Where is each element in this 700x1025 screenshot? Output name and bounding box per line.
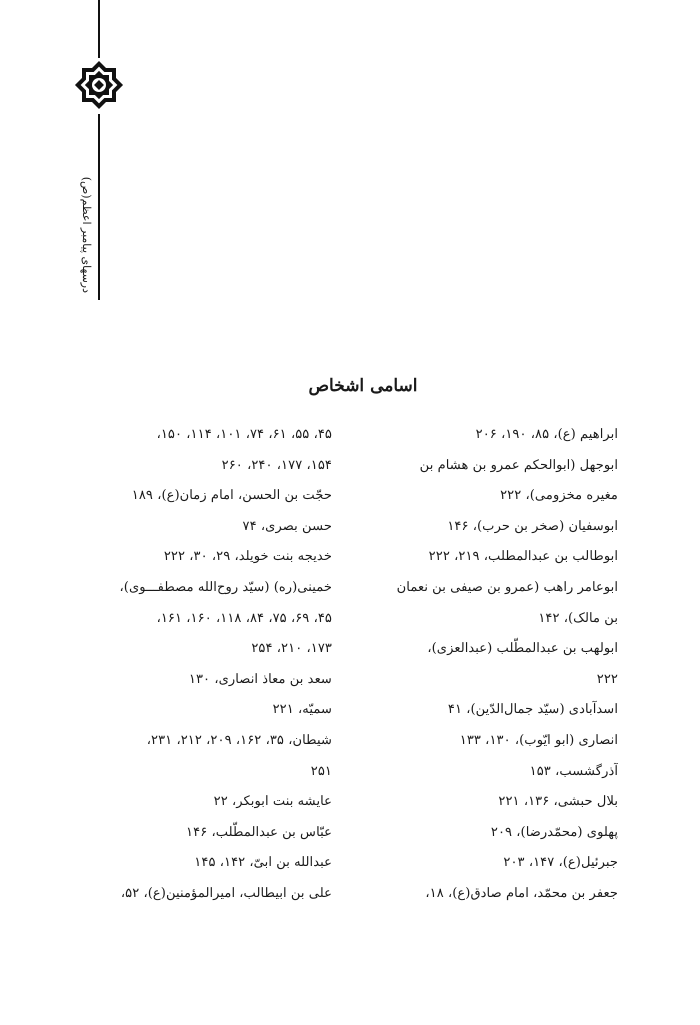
index-entry: بلال حبشی، ۱۳۶، ۲۲۱	[498, 794, 618, 810]
index-entry: عبّاس بن عبدالمطّلب، ۱۴۶	[186, 824, 332, 840]
index-entry: ۲۵۱	[310, 763, 332, 779]
index-entry: اسدآبادی (سیّد جمال‌الدّین)، ۴۱	[447, 702, 618, 718]
index-entry: ابوجهل (ابوالحکم عمرو بن هشام بن	[419, 457, 618, 473]
index-entry: جعفر بن محمّد، امام صادق(ع)، ۱۸،	[425, 885, 618, 901]
index-entry: عایشه بنت ابوبکر، ۲۲	[213, 794, 332, 810]
margin-rule-top	[98, 0, 100, 58]
index-entry: ابوسفیان (صخر بن حرب)، ۱۴۶	[447, 518, 618, 534]
index-entry: ابولهب بن عبدالمطّلب (عبدالعزی)،	[427, 641, 618, 657]
index-entry: ۱۵۴، ۱۷۷، ۲۴۰، ۲۶۰	[221, 457, 332, 473]
index-column-left	[102, 420, 332, 910]
index-column-right	[378, 420, 618, 910]
index-entry: ۱۷۳، ۲۱۰، ۲۵۴	[251, 641, 332, 657]
index-entry: سمیّه، ۲۲۱	[272, 702, 332, 718]
index-entry: ابوطالب بن عبدالمطلب، ۲۱۹، ۲۲۲	[428, 549, 618, 565]
index-entry: بن مالک)، ۱۴۲	[538, 610, 618, 626]
index-entry: ابوعامر راهب (عمرو بن صیفی بن نعمان	[396, 579, 618, 595]
index-entry: ۴۵، ۶۹، ۷۵، ۸۴، ۱۱۸، ۱۶۰، ۱۶۱،	[156, 610, 332, 626]
index-entry: حسن بصری، ۷۴	[242, 518, 332, 534]
margin-rule-bottom	[98, 114, 100, 300]
index-entry: ابراهیم (ع)، ۸۵، ۱۹۰، ۲۰۶	[475, 427, 618, 442]
index-entry: مغیره مخزومی)، ۲۲۲	[500, 488, 618, 504]
page-title: اسامی اشخاص	[308, 376, 418, 396]
index-entry: سعد بن معاذ انصاری، ۱۳۰	[188, 671, 332, 687]
index-entry: خدیجه بنت خویلد، ۲۹، ۳۰، ۲۲۲	[163, 549, 332, 565]
index-entry: ۴۵، ۵۵، ۶۱، ۷۴، ۱۰۱، ۱۱۴، ۱۵۰،	[156, 427, 332, 442]
index-entry: شیطان، ۳۵، ۱۶۲، ۲۰۹، ۲۱۲، ۲۳۱،	[146, 732, 332, 748]
index-entry: پهلوی (محمّدرضا)، ۲۰۹	[490, 824, 618, 840]
index-entry: حجّت بن الحسن، امام زمان(ع)، ۱۸۹	[131, 488, 332, 504]
index-entry: خمینی(ره) (سیّد روح‌الله مصطفـــوی)،	[119, 579, 332, 595]
index-entry: انصاری (ابو ایّوب)، ۱۳۰، ۱۳۳	[459, 732, 618, 748]
index-entry: عبدالله بن ابیّ، ۱۴۲، ۱۴۵	[194, 855, 332, 871]
index-entry: ۲۲۲	[596, 671, 618, 687]
index-entry: علی بن ابیطالب، امیرالمؤمنین(ع)، ۵۲،	[120, 885, 332, 901]
eight-point-star-ornament-icon	[70, 56, 128, 114]
index-entry: آذرگشسب، ۱۵۳	[529, 763, 618, 779]
running-head: درسهای پیامبر اعظم(ص)	[80, 176, 93, 293]
index-entry: جبرئیل(ع)، ۱۴۷، ۲۰۳	[503, 855, 618, 871]
